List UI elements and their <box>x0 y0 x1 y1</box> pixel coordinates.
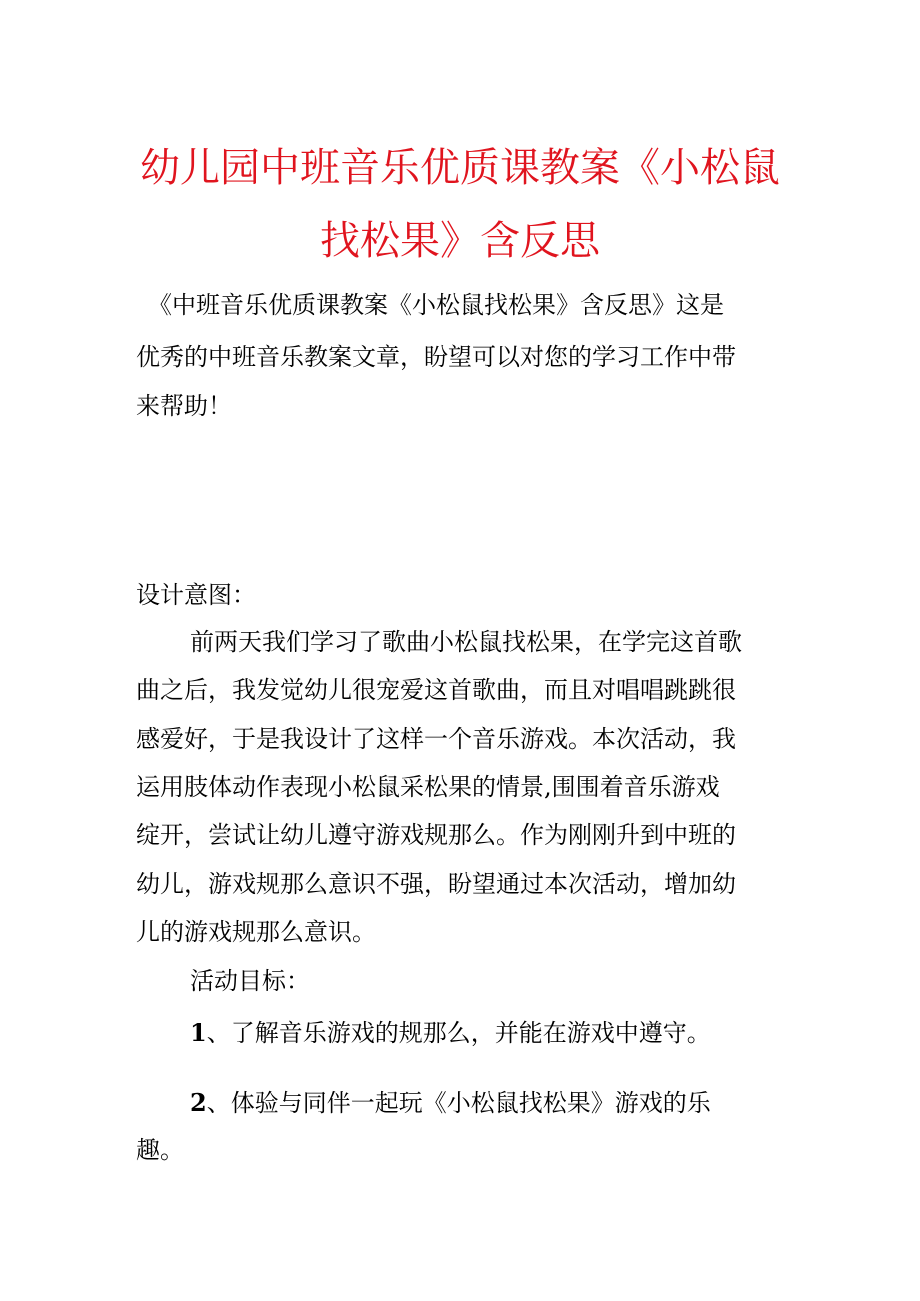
goal-2-number: 2 <box>190 1088 207 1117</box>
goal-1-text: 、了解音乐游戏的规那么，并能在游戏中遵守。 <box>206 1019 711 1047</box>
goal-1-number: 1 <box>190 1018 207 1047</box>
design-line-2: 曲之后，我发觉幼儿很宠爱这首歌曲，而且对唱唱跳跳很 <box>136 676 736 704</box>
intro-line-3: 来帮助！ <box>136 392 232 420</box>
intro-line-2: 优秀的中班音乐教案文章，盼望可以对您的学习工作中带 <box>136 343 736 371</box>
document-title-line-2: 找松果》含反思 <box>320 218 600 264</box>
document-title-line-1: 幼儿园中班音乐优质课教案《小松鼠 <box>140 145 780 191</box>
design-heading: 设计意图： <box>136 581 256 609</box>
design-line-5: 绽开，尝试让幼儿遵守游戏规那么。作为刚刚升到中班的 <box>136 821 736 849</box>
design-line-7: 儿的游戏规那么意识。 <box>136 918 376 946</box>
design-line-6: 幼儿，游戏规那么意识不强，盼望通过本次活动，增加幼 <box>136 870 736 898</box>
design-line-1: 前两天我们学习了歌曲小松鼠找松果，在学完这首歌 <box>190 628 742 656</box>
design-line-4: 运用肢体动作表现小松鼠采松果的情景,围围着音乐游戏 <box>136 773 720 801</box>
goal-item-2 <box>190 1088 711 1118</box>
goals-heading: 活动目标： <box>190 967 310 995</box>
goal-item-1 <box>190 1018 711 1048</box>
intro-line-1: 《中班音乐优质课教案《小松鼠找松果》含反思》这是 <box>148 291 724 319</box>
goal-2-text-line-2: 趣。 <box>136 1136 184 1164</box>
goal-2-text-line-1: 、体验与同伴一起玩《小松鼠找松果》游戏的乐 <box>206 1089 711 1117</box>
design-line-3: 感爱好，于是我设计了这样一个音乐游戏。本次活动，我 <box>136 725 736 753</box>
